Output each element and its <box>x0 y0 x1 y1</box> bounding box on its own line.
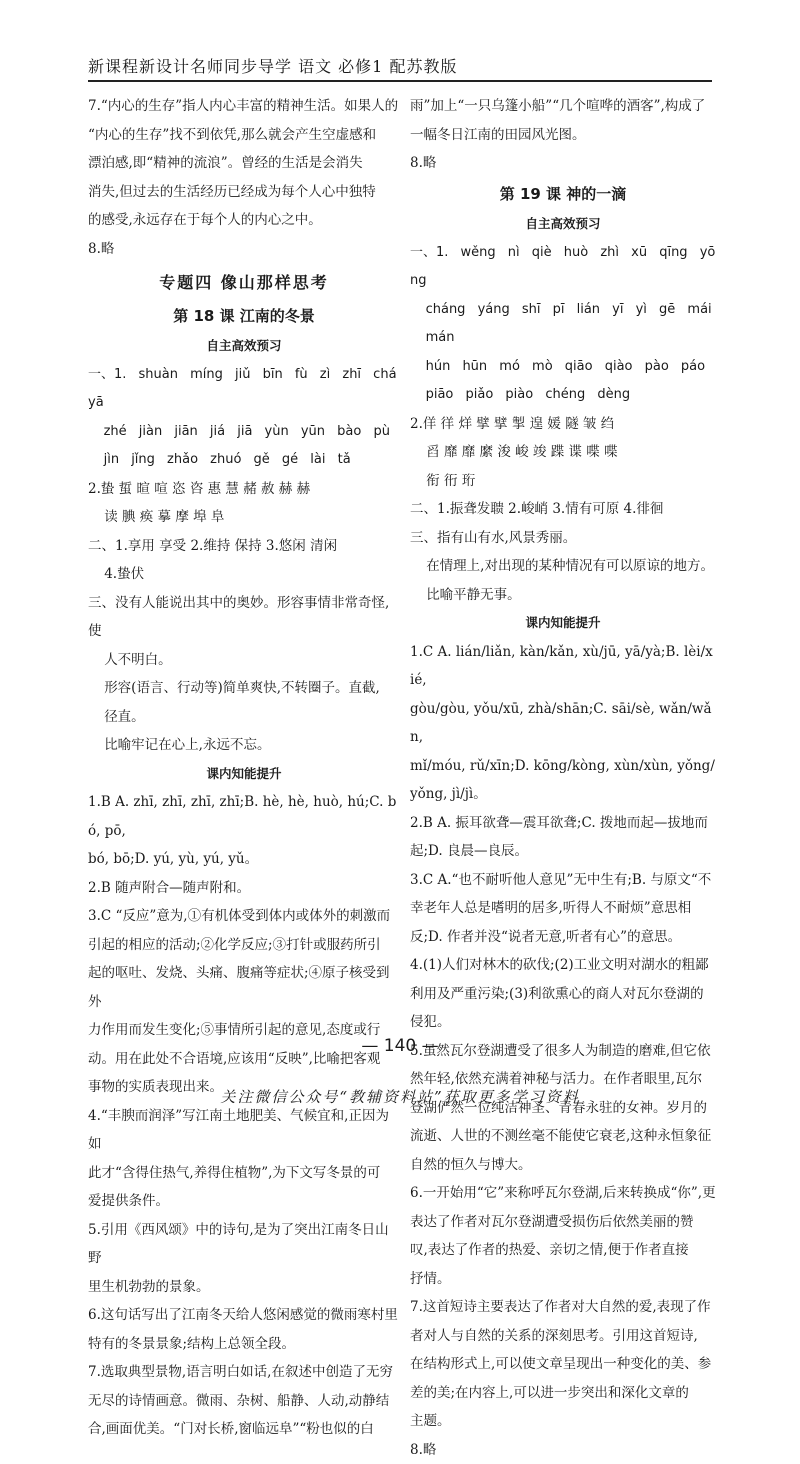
answer-line: 差的美;在内容上,可以进一步突出和深化文章的 <box>410 1379 716 1408</box>
subsection-title: 课内知能提升 <box>88 760 400 789</box>
subsection-title: 自主高效预习 <box>410 210 716 239</box>
answer-line: 4.“丰腴而润泽”写江南土地肥美、气候宜和,正因为如 <box>88 1102 400 1159</box>
answer-line: 的感受,永远存在于每个人的内心之中。 <box>88 206 400 235</box>
answer-line: 三、指有山有水,风景秀丽。 <box>410 524 716 553</box>
answer-line: 自然的恒久与博大。 <box>410 1151 716 1180</box>
answer-line: 动。用在此处不合语境,应该用“反映”,比喻把客观 <box>88 1045 400 1074</box>
pinyin-line: 一、1. wěng nì qiè huò zhì xū qīng yōng <box>410 239 716 296</box>
pinyin-line: jìn jǐng zhǎo zhuó gě gé lài tǎ <box>88 446 400 475</box>
answer-line: 反;D. 作者并没“说者无意,听者有心”的意思。 <box>410 923 716 952</box>
running-header <box>88 50 712 82</box>
answer-line: 叹,表达了作者的热爱、亲切之情,便于作者直接 <box>410 1236 716 1265</box>
answer-line: 1.C A. lián/liǎn, kàn/kǎn, xù/jū, yā/yà;B. lèi/xié, <box>410 638 716 695</box>
answer-line: 然年轻,依然充满着神秘与活力。在作者眼里,瓦尔 <box>410 1065 716 1094</box>
answer-line: 7.选取典型景物,语言明白如话,在叙述中创造了无穷 <box>88 1358 400 1387</box>
answer-line: 6.这句话写出了江南冬天给人悠闲感觉的微雨寒村里 <box>88 1301 400 1330</box>
answer-line: 二、1.振聋发聩 2.峻峭 3.情有可原 4.徘徊 <box>410 495 716 524</box>
answer-line: 1.B A. zhī, zhī, zhī, zhī;B. hè, hè, huò, hú;C. bó, pō, <box>88 788 400 845</box>
section-title: 专题四 像山那样思考 <box>88 269 400 298</box>
answer-line: 登湖俨然一位纯洁神圣、青春永驻的女神。岁月的 <box>410 1094 716 1123</box>
answer-line: 在情理上,对出现的某种情况有可以原谅的地方。 <box>410 552 716 581</box>
answer-line: 此才“含得住热气,养得住植物”,为下文写冬景的可 <box>88 1159 400 1188</box>
char-line: 衔 衎 珩 <box>410 467 716 496</box>
lesson-title: 第 19 课 神的一滴 <box>410 180 716 209</box>
answer-line: 比喻牢记在心上,永远不忘。 <box>88 731 400 760</box>
answer-line: 利用及严重污染;(3)利欲熏心的商人对瓦尔登湖的 <box>410 980 716 1009</box>
answer-line: 者对人与自然的关系的深刻思考。引用这首短诗, <box>410 1322 716 1351</box>
subsection-title: 课内知能提升 <box>410 609 716 638</box>
answer-line: 2.B A. 振耳欲聋—震耳欲聋;C. 拨地而起—拔地而 <box>410 809 716 838</box>
answer-line: 人不明白。 <box>88 646 400 675</box>
answer-line: 侵犯。 <box>410 1008 716 1037</box>
answer-line: bó, bō;D. yú, yù, yú, yǔ。 <box>88 845 400 874</box>
answer-line: 表达了作者对瓦尔登湖遭受损伤后依然美丽的赞 <box>410 1208 716 1237</box>
answer-line: 事物的实质表现出来。 <box>88 1073 400 1102</box>
answer-line: 比喻平静无事。 <box>410 581 716 610</box>
answer-line: 6.一开始用“它”来称呼瓦尔登湖,后来转换成“你”,更 <box>410 1179 716 1208</box>
answer-line: 7.“内心的生存”指人内心丰富的精神生活。如果人的 <box>88 92 400 121</box>
answer-line: 3.C “反应”意为,①有机体受到体内或体外的刺激而 <box>88 902 400 931</box>
answer-line: 3.C A.“也不耐听他人意见”无中生有;B. 与原文“不 <box>410 866 716 895</box>
answer-line: 8.略 <box>410 1436 716 1464</box>
pinyin-line: hún hūn mó mò qiāo qiào pào páo <box>410 353 716 382</box>
answer-line: 二、1.享用 享受 2.维持 保持 3.悠闲 清闲 <box>88 532 400 561</box>
lesson-title: 第 18 课 江南的冬景 <box>88 302 400 331</box>
answer-line: 4.蛰伏 <box>88 560 400 589</box>
char-line: 2.佯 徉 烊 擘 擘 掣 遑 媛 隧 皱 绉 <box>410 410 716 439</box>
answer-line: “内心的生存”找不到依凭,那么就会产生空虚感和 <box>88 121 400 150</box>
answer-line: 消失,但过去的生活经历已经成为每个人心中独特 <box>88 178 400 207</box>
answer-line: 2.B 随声附合—随声附和。 <box>88 874 400 903</box>
answer-line: 合,画面优美。“门对长桥,窗临远阜”“粉也似的白 <box>88 1415 400 1444</box>
answer-line: 雨”加上“一只乌篷小船”“几个喧哗的酒客”,构成了 <box>410 92 716 121</box>
answer-line: 主题。 <box>410 1407 716 1436</box>
answer-line: 5.虽然瓦尔登湖遭受了很多人为制造的磨难,但它依 <box>410 1037 716 1066</box>
answer-line: 一幅冬日江南的田园风光图。 <box>410 121 716 150</box>
answer-line: 径直。 <box>88 703 400 732</box>
pinyin-line: 一、1. shuàn míng jiǔ bīn fù zì zhī chá yā <box>88 361 400 418</box>
page-number: — 140 — <box>0 1036 800 1056</box>
answer-line: 8.略 <box>88 235 400 264</box>
answer-line: gòu/gòu, yǒu/xū, zhà/shān;C. sāi/sè, wǎn/wǎn, <box>410 695 716 752</box>
pinyin-line: cháng yáng shī pī lián yī yì gē mái mán <box>410 296 716 353</box>
answer-line: 7.这首短诗主要表达了作者对大自然的爱,表现了作 <box>410 1293 716 1322</box>
answer-line: 无尽的诗情画意。微雨、杂树、船静、人动,动静结 <box>88 1387 400 1416</box>
subsection-title: 自主高效预习 <box>88 332 400 361</box>
left-column <box>88 92 400 1444</box>
header-title: 新课程新设计名师同步导学 语文 必修1 配苏教版 <box>88 54 457 77</box>
answer-line: 特有的冬景景象;结构上总领全段。 <box>88 1330 400 1359</box>
char-line: 舀 靡 靡 縻 浚 峻 竣 蹀 谍 喋 喋 <box>410 438 716 467</box>
answer-line: mǐ/móu, rǔ/xīn;D. kōng/kòng, xùn/xùn, yǒng/ <box>410 752 716 781</box>
footer-note: 关注微信公众号“教辅资料站”获取更多学习资料 <box>0 1086 800 1107</box>
answer-line: 漂泊感,即“精神的流浪”。曾经的生活是会消失 <box>88 149 400 178</box>
answer-line: 流逝、人世的不测丝毫不能使它衰老,这种永恒象征 <box>410 1122 716 1151</box>
answer-line: 爱提供条件。 <box>88 1187 400 1216</box>
pinyin-line: zhé jiàn jiān jiá jiā yùn yūn bào pù <box>88 418 400 447</box>
answer-line: 力作用而发生变化;⑤事情所引起的意见,态度或行 <box>88 1016 400 1045</box>
answer-line: 8.略 <box>410 149 716 178</box>
char-line: 读 腆 痪 摹 摩 埠 阜 <box>88 503 400 532</box>
answer-line: 抒情。 <box>410 1265 716 1294</box>
right-column <box>410 92 716 1464</box>
answer-line: 起;D. 良晨—良辰。 <box>410 837 716 866</box>
pinyin-line: piāo piǎo piào chéng dèng <box>410 381 716 410</box>
answer-line: 幸老年人总是嗜明的居多,听得人不耐烦”意思相 <box>410 894 716 923</box>
answer-line: 起的呕吐、发烧、头痛、腹痛等症状;④原子核受到外 <box>88 959 400 1016</box>
answer-line: 里生机勃勃的景象。 <box>88 1273 400 1302</box>
answer-line: 在结构形式上,可以使文章呈现出一种变化的美、参 <box>410 1350 716 1379</box>
answer-line: 形容(语言、行动等)简单爽快,不转圈子。直截, <box>88 674 400 703</box>
answer-line: 三、没有人能说出其中的奥妙。形容事情非常奇怪,使 <box>88 589 400 646</box>
answer-line: yǒng, jì/jì。 <box>410 780 716 809</box>
answer-line: 4.(1)人们对林木的砍伐;(2)工业文明对湖水的粗鄙 <box>410 951 716 980</box>
answer-line: 引起的相应的活动;②化学反应;③打针或服药所引 <box>88 931 400 960</box>
answer-line: 5.引用《西风颂》中的诗句,是为了突出江南冬日山野 <box>88 1216 400 1273</box>
char-line: 2.蛰 蜇 暄 喧 恣 咨 惠 慧 赭 赦 赫 赫 <box>88 475 400 504</box>
